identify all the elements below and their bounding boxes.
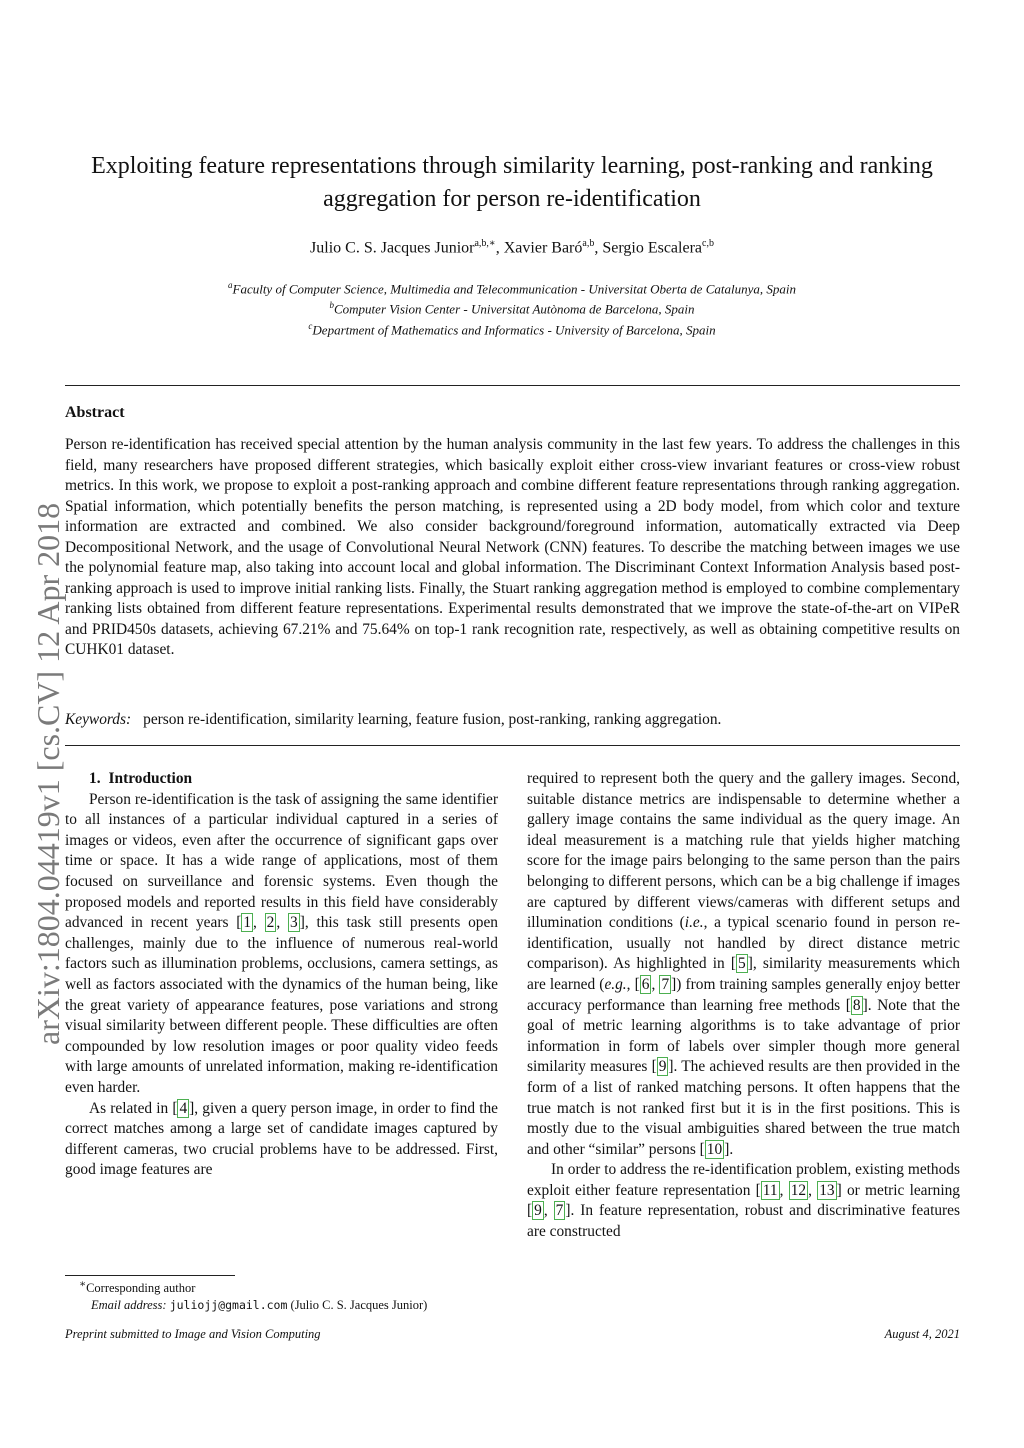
citation-link[interactable]: 3: [290, 914, 298, 932]
intro-paragraph-4: [527, 1160, 960, 1242]
footnote: [65, 1276, 498, 1314]
citation-link[interactable]: 9: [658, 1058, 667, 1076]
section-number: 1.: [89, 770, 101, 787]
text-run-italic: i.e.: [684, 914, 704, 932]
preprint-date: August 4, 2021: [884, 1327, 960, 1341]
text-run: , [: [626, 975, 640, 993]
text-run: ], this task still presents open challenges, mainly due to the influence of numerous real-world factors such as illumination problems, occlusions, camera settings, as well as factors associated with the dynamics of the human being, like the great variety of appearance features, pose variations and strong visual similarity between different people. These difficulties are often compounded by low resolution images or poor quality video feeds with large amounts of unrelated information, making re-identification even harder.: [65, 914, 498, 1096]
paper-title: Exploiting feature representations through similarity learning, post-ranking and ranking aggregation for person re-identification: [91, 153, 933, 212]
author-affil-mark: c,b: [702, 238, 714, 249]
affiliation-text: Faculty of Computer Science, Multimedia and Telecommunication - Universitat Oberta de Catalunya, Spain: [232, 281, 796, 297]
author-list: [60, 238, 964, 257]
top-divider: [65, 385, 960, 386]
email-address[interactable]: juliojj@gmail.com: [169, 1298, 288, 1313]
citation-link[interactable]: 11: [762, 1181, 778, 1199]
author-separator: ,: [594, 239, 603, 257]
text-run: required to represent both the query and the gallery images. Second, suitable distance metrics are indispensable to determine whether a gallery image contains the same individual as the query image. An ideal measurement is a matching rule that yields higher matching score for the image pairs belonging to the same person than the pairs belonging to different persons, which can be a big challenge if images are captured by different views/cameras with different setups and illumination conditions (: [527, 770, 960, 932]
text-run: ,: [651, 975, 660, 993]
footnote-mark: ∗: [79, 1279, 87, 1290]
keywords-text: person re-identification, similarity learning, feature fusion, post-ranking, ranking aggregation.: [143, 711, 722, 728]
citation-link[interactable]: 12: [790, 1181, 807, 1199]
text-run: ,: [543, 1202, 554, 1220]
affiliation-text: Computer Vision Center - Universitat Autònoma de Barcelona, Spain: [334, 301, 695, 317]
text-run: ] or metric learning [: [527, 1181, 960, 1220]
affiliation: [60, 277, 964, 297]
intro-paragraph-3: [527, 769, 960, 1160]
affiliation-mark: a: [228, 280, 233, 290]
citation-link[interactable]: 2: [266, 914, 275, 932]
abstract-bottom-divider: [65, 745, 960, 746]
text-run: ,: [276, 914, 288, 932]
author-name: Xavier Baró: [503, 239, 583, 257]
text-run: Person re-identification is the task of assigning the same identifier to all instances of a particular individual captured in a series of images or videos, even after the occurrence of significant gaps over time or space. It has a wide range of applications, most of them focused on surveillance and forensic systems. Even though the proposed models and reported results in this field have considerably advanced in recent years [: [65, 790, 498, 932]
citation-link[interactable]: 7: [661, 975, 670, 993]
citation-link[interactable]: 9: [534, 1202, 542, 1220]
text-run: ,: [779, 1181, 789, 1199]
footnote-text: Corresponding author: [86, 1281, 196, 1296]
footnote-email: [65, 1297, 498, 1314]
author-name: Sergio Escalera: [602, 239, 702, 257]
right-column: [527, 769, 960, 1243]
author-affil-mark: a,b: [582, 238, 595, 249]
arxiv-stamp: arXiv:1804.04419v1 [cs.CV] 12 Apr 2018: [30, 502, 66, 1045]
text-run: ], similarity measurements which are learned (: [527, 955, 960, 993]
citation-link[interactable]: 10: [706, 1140, 723, 1158]
citation-link[interactable]: 4: [179, 1099, 188, 1117]
email-label: Email address:: [91, 1298, 167, 1313]
text-run: ,: [808, 1181, 818, 1199]
author-separator: ,: [495, 239, 504, 257]
text-run: ]) from training samples generally enjoy better accuracy performance than learning free methods [: [527, 975, 960, 1014]
citation-link[interactable]: 7: [555, 1202, 564, 1220]
keywords-label: Keywords:: [65, 711, 132, 728]
abstract-heading: Abstract: [65, 404, 125, 421]
footnote-corresponding: [65, 1276, 498, 1297]
author-affil-mark: a,b,∗: [474, 238, 496, 249]
text-run: ]. Note that the goal of metric learning algorithms is to take advantage of prior information in form of labels over simpler though more general similarity measures [: [527, 996, 960, 1076]
citation-link[interactable]: 5: [738, 955, 746, 973]
affiliation-mark: c: [308, 320, 313, 331]
text-run: In order to address the re-identification problem, existing methods exploit either feature representation [: [527, 1161, 960, 1199]
author-name: Julio C. S. Jacques Junior: [310, 239, 475, 257]
citation-link[interactable]: 13: [819, 1181, 835, 1199]
abstract-body: Person re-identification has received special attention by the human analysis community in the last few years. To address the challenges in this field, many researchers have proposed different strategies, which basically exploit either cross-view invariant features or cross-view robust metrics. In this work, we propose to exploit a post-ranking approach and combine different feature representations through ranking aggregation. Spatial information, which potentially benefits the person matching, is represented using a 2D body model, from which color and texture information are extracted and combined. We also consider background/foreground information, automatically extracted via Deep Decompositional Network, and the usage of Convolutional Neural Network (CNN) features. To describe the matching between images we use the polynomial feature map, also taking into account local and global information. The Discriminant Context Information Analysis based post-ranking approach is used to improve initial ranking lists. Finally, the Stuart ranking aggregation method is employed to combine complementary ranking lists obtained from different feature representations. Experimental results demonstrated that we improve the state-of-the-art on VIPeR and PRID450s datasets, achieving 67.21% and 75.64% on top-1 rank recognition rate, respectively, as well as obtaining competitive results on CUHK01 dataset.: [65, 436, 960, 658]
text-run: As related in [: [89, 1099, 178, 1117]
text-run: ]. In feature representation, robust and discriminative features are constructed: [527, 1202, 960, 1241]
text-run-italic: e.g.: [604, 975, 627, 993]
text-run: ]. The achieved results are then provided in the form of a list of ranked matching persons. It often happens that the true match is not ranked first but it is in the first positions. This is mostly due to the visual ambiguities shared between the true match and other “similar” persons [: [527, 1058, 960, 1158]
text-run: , a typical scenario found in person re-identification, usually not handled by direct distance metric comparison). As highlighted in [: [527, 914, 960, 973]
affiliation: [60, 297, 964, 317]
email-owner: (Julio C. S. Jacques Junior): [290, 1298, 428, 1313]
text-run: ], given a query person image, in order to find the correct matches among a large set of candidate images captured by different cameras, two crucial problems have to be addressed. First, good image features are: [65, 1099, 498, 1179]
citation-link[interactable]: 6: [641, 975, 650, 993]
intro-paragraph-2: [65, 1099, 498, 1181]
citation-link[interactable]: 1: [243, 914, 252, 932]
text-run: ,: [253, 914, 265, 932]
section-heading: [65, 769, 498, 790]
intro-paragraph-1: [65, 790, 498, 1099]
text-run: ].: [724, 1140, 734, 1158]
section-title: Introduction: [108, 770, 193, 787]
affiliation-mark: b: [329, 300, 334, 311]
affiliation-text: Department of Mathematics and Informatics - University of Barcelona, Spain: [312, 321, 716, 337]
affiliation: [60, 318, 964, 338]
keywords: [65, 711, 960, 729]
citation-link[interactable]: 8: [852, 996, 861, 1014]
left-column: [65, 769, 498, 1181]
preprint-note: Preprint submitted to Image and Vision Computing: [65, 1327, 321, 1341]
affiliations: [60, 277, 964, 338]
